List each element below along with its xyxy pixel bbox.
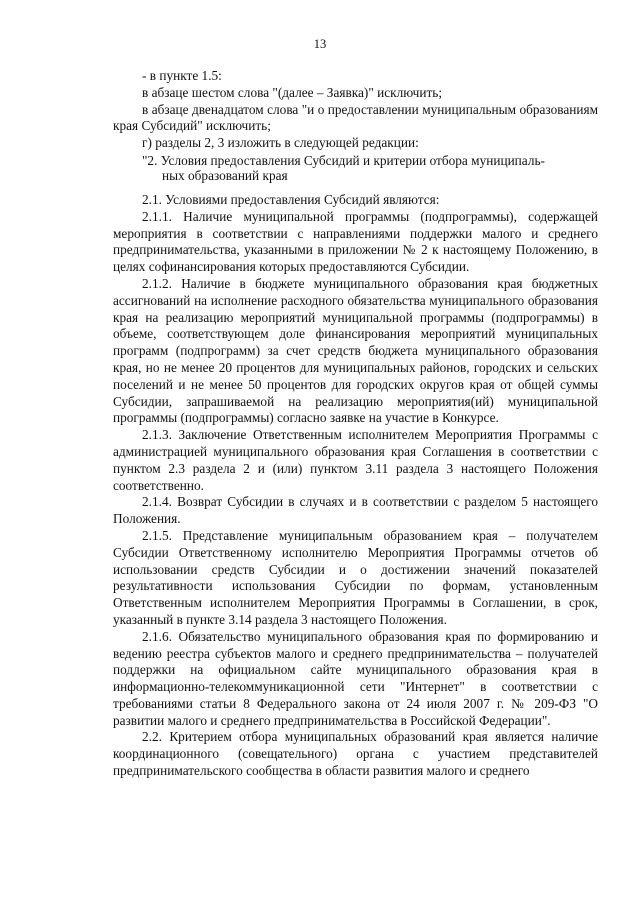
- section-heading-line: "2. Условия предоставления Субсидий и критерии отбора муниципаль-: [142, 152, 545, 168]
- paragraph: г) разделы 2, 3 изложить в следующей редакции:: [142, 135, 419, 151]
- paragraph: в абзаце шестом слова "(далее – Заявка)" исключить;: [142, 84, 443, 100]
- section-paragraph: 2.1.3. Заключение Ответственным исполнителем Мероприятия Программы с администрацией муниципального образования края Соглашения в соответствии с пунктом 2.3 раздела 2 и (или) пунктом 3.11 раздела 3 настоящего Положения соответственно.: [113, 427, 598, 493]
- section-paragraph: 2.1.1. Наличие муниципальной программы (подпрограммы), содержащей мероприятия в соответствии с направлениями поддержки малого и среднего предпринимательства, указанными в приложении № 2 к настоящему Положению, в целях софинансирования которых предоставляются Субсидии.: [113, 208, 598, 275]
- section-heading-line: ных образований края: [162, 167, 288, 183]
- section-paragraph: 2.1.2. Наличие в бюджете муниципального образования края бюджетных ассигнований на исполнение расходного обязательства муниципального образования края на реализацию мероприятий муниципальной программы (подпрограммы) в объеме, соответствующем доле финансирования мероприятий муниципальных программ (подпрограмм) за счет средств бюджета муниципального образования края, но не менее 20 процентов для муниципальных районов, городских и сельских поселений и не менее 50 процентов для городских округов края от общей суммы Субсидии, запрашиваемой на реализацию мероприятия(ий) муниципальной программы (подпрограммы) согласно заявке на участие в Конкурсе.: [113, 275, 598, 426]
- page-number: 13: [313, 37, 327, 51]
- section-paragraph: 2.1.4. Возврат Субсидии в случаях и в соответствии с разделом 5 настоящего Положения.: [113, 494, 598, 527]
- paragraph: в абзаце двенадцатом слова "и о предоставлении муниципальным образованиям края Субсидий" исключить;: [113, 101, 598, 134]
- paragraph: - в пункте 1.5:: [142, 68, 222, 83]
- section-paragraph: 2.2. Критерием отбора муниципальных образований края является наличие координационного (совещательного) органа с участием представителей предпринимательского сообщества в области развития малого и среднего: [113, 729, 598, 779]
- section-paragraph: 2.1. Условиями предоставления Субсидий являются:: [142, 191, 440, 207]
- document-body: [113, 68, 598, 780]
- section-heading: [113, 153, 598, 183]
- section-paragraph: 2.1.6. Обязательство муниципального образования края по формированию и ведению реестра субъектов малого и среднего предпринимательства – получателей поддержки на официальном сайте муниципального образования края в информационно-телекоммуникационной сети "Интернет" в соответствии с требованиями статьи 8 Федерального закона от 24 июля 2007 г. № 209-ФЗ "О развитии малого и среднего предпринимательства в Российской Федерации".: [113, 628, 598, 728]
- section-paragraph: 2.1.5. Представление муниципальным образованием края – получателем Субсидии Ответственному исполнителю Мероприятия Программы отчетов об использовании средств Субсидии и о достижении значений показателей результативности использования Субсидии по формам, установленным Ответственным исполнителем Мероприятия Программы в Соглашении, в срок, указанный в пункте 3.14 раздела 3 настоящего Положения.: [113, 527, 598, 627]
